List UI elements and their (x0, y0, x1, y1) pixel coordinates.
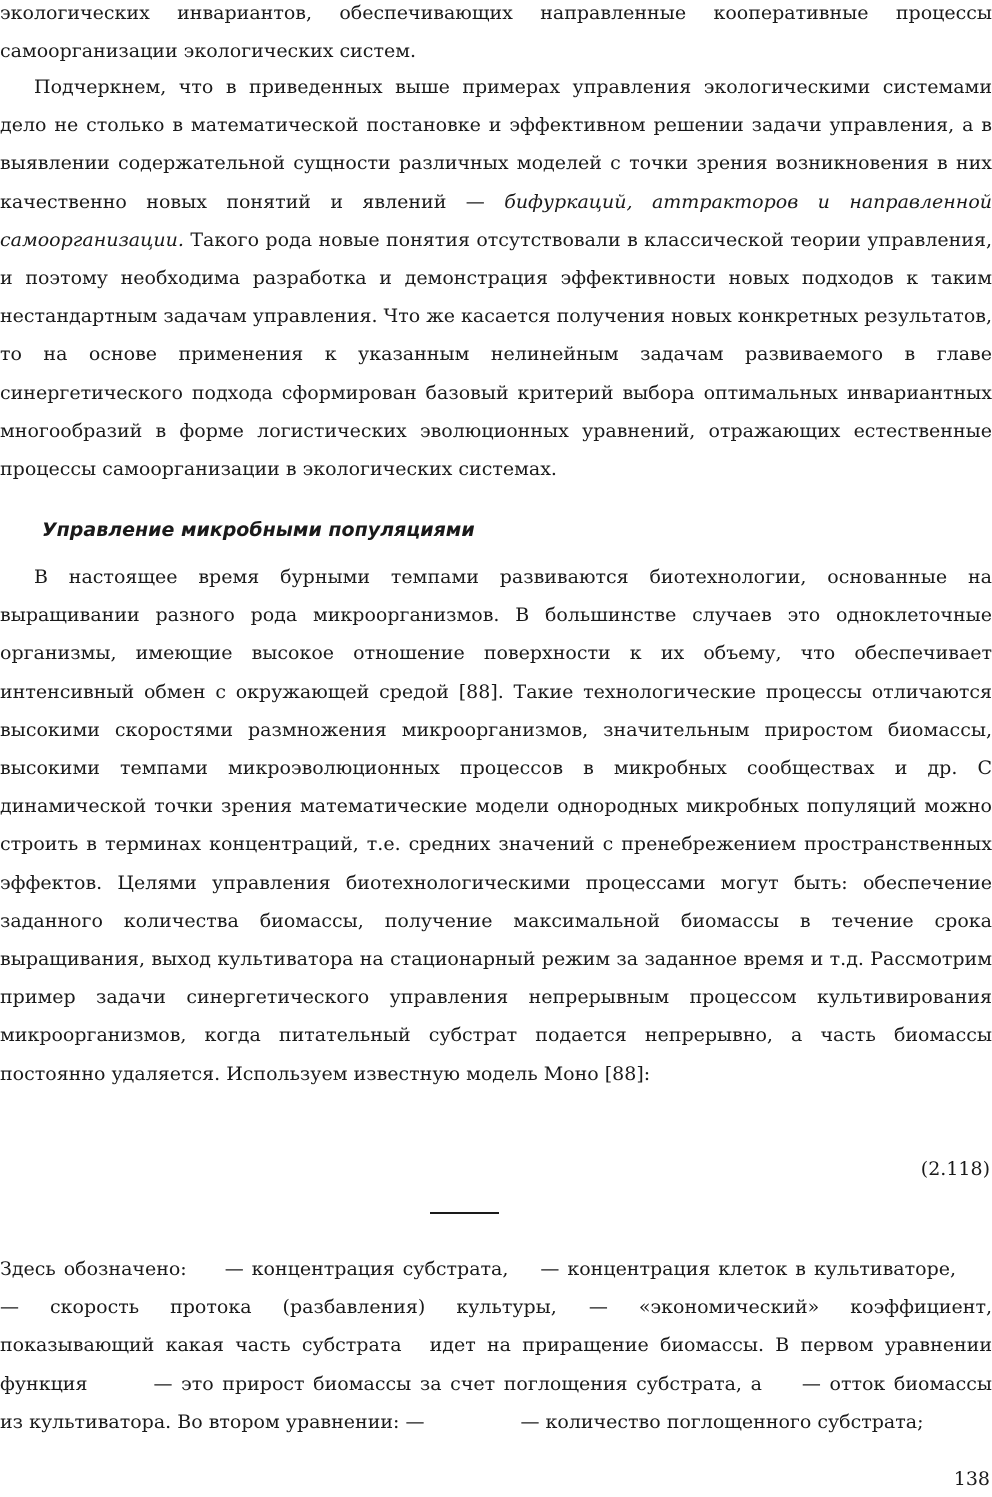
definition-text: — отток биомассы из культиватора. Во втором уравнении: — (0, 1372, 992, 1433)
paragraph-microbial (0, 558, 992, 1093)
emphasis-text: бифуркаций, аттракторов и направленной самоорганизации. (0, 190, 992, 251)
fraction-bar (430, 1212, 499, 1214)
definition-text: — концентрация субстрата, (224, 1258, 509, 1280)
paragraph-continuation (0, 0, 992, 70)
definition-text: — это прирост биомассы за счет поглощения субстрата, а (153, 1372, 762, 1395)
definition-text: Здесь обозначено: (0, 1258, 187, 1280)
paragraph-text: Подчеркнем, что в приведенных выше примерах управления экологическими системами дело не столько в математической постановке и эффективном решении задачи управления, а в выявлении содержательной сущности различных моделей с точки зрения возникновения в них качественно новых понятий и явлений — (0, 76, 992, 213)
section-heading: Управление микробными популяциями (42, 519, 475, 541)
paragraph-summary (0, 68, 992, 488)
definition-text: — количество поглощенного субстрата; (520, 1410, 924, 1433)
page-number: 138 (953, 1468, 990, 1490)
definition-text: идет на приращение биомассы. В первом уравнении функция (0, 1334, 992, 1395)
definition-text: — «экономический» коэффициент, показывающий какая часть субстрата (0, 1296, 992, 1357)
paragraph-text: Такого рода новые понятия отсутствовали в классической теории управления, и поэтому необходима разработка и демонстрация эффективности новых подходов к таким нестандартным задачам управления. Что же касается получения новых конкретных результатов, то на основе применения к указанным нелинейным задачам развиваемого в главе синергетического подхода сформирован базовый критерий выбора оптимальных инвариантных многообразий в форме логистических эволюционных уравнений, отражающих естественные процессы самоорганизации в экологических системах. (0, 228, 992, 481)
paragraph-text: экологических инвариантов, обеспечивающих направленные кооперативные процессы самоорганизации экологических систем. (0, 2, 992, 63)
definition-text: — скорость протока (разбавления) культуры, (0, 1296, 557, 1319)
paragraph-text: В настоящее время бурными темпами развиваются биотехнологии, основанные на выращивании разного рода микроорганизмов. В большинстве случаев это одноклеточные организмы, имеющие высокое отношение поверхности к их объему, что обеспечивает интенсивный обмен с окружающей средой [88]. Такие технологические процессы отличаются высокими скоростями размножения микроорганизмов, значительным приростом биомассы, высокими темпами микроэволюционных процессов в микробных сообществах и др. С динамической точки зрения математические модели однородных микробных популяций можно строить в терминах концентраций, т.е. средних значений с пренебрежением пространственных эффектов. Целями управления биотехнологическими процессами могут быть: обеспечение заданного количества биомассы, получение максимальной биомассы в течение срока выращивания, выход культиватора на стационарный режим за заданное время и т.д. Рассмотрим пример задачи синергетического управления непрерывным процессом культивирования микроорганизмов, когда питательный субстрат подается непрерывно, а часть биомассы постоянно удаляется. Используем известную модель Моно [88]: (0, 566, 992, 1085)
definition-text: — концентрация клеток в культиваторе, (540, 1258, 957, 1280)
equation-number: (2.118) (920, 1158, 990, 1180)
paragraph-definitions (0, 1250, 992, 1441)
